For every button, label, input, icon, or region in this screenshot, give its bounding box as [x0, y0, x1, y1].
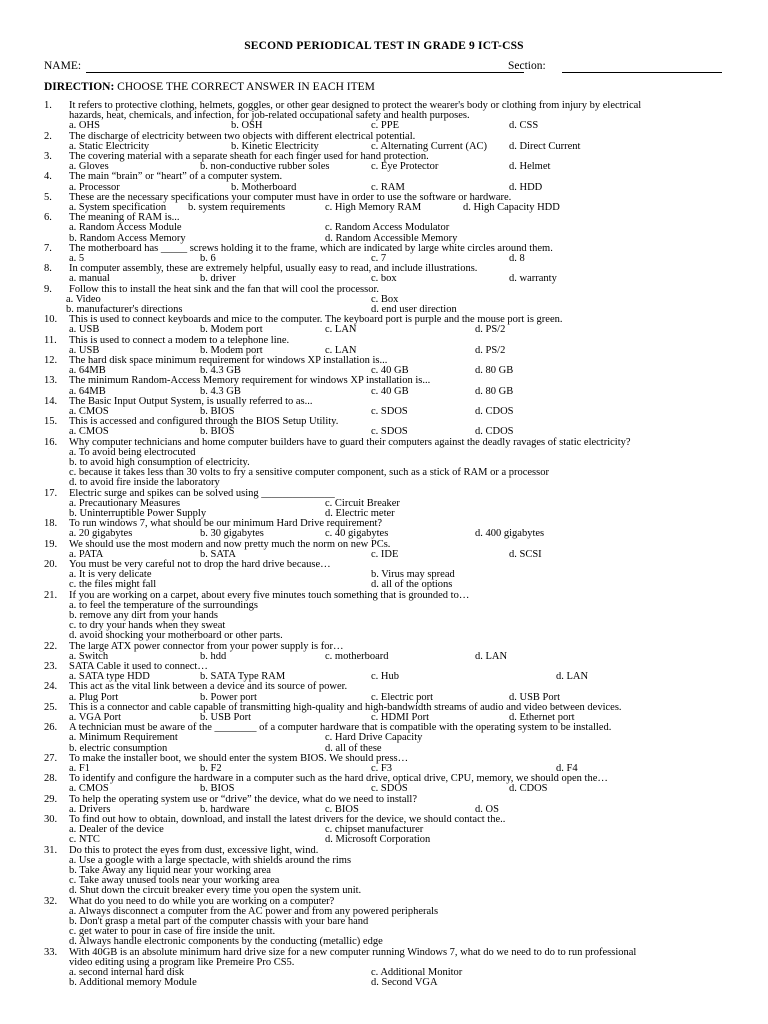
answer-option: d. Second VGA [371, 977, 438, 989]
answer-option: a. Precautionary Measures [69, 497, 181, 509]
answer-option: b. Take Away any liquid near your working area [69, 864, 271, 876]
question-number: 15. [44, 416, 58, 428]
answer-option: d. Always handle electronic components by the conducting (metallic) edge [69, 936, 383, 948]
question-number: 29. [44, 793, 58, 805]
question-text: This is accessed and configured through the BIOS Setup Utility. [69, 416, 339, 428]
answer-option: d. Shut down the circuit breaker every time you open the system unit. [69, 885, 362, 897]
answer-option: b. BIOS [200, 426, 235, 438]
answer-option: d. Direct Current [509, 140, 581, 152]
question-text: If you are working on a carpet, about every five minutes touch something that is grounded to… [69, 589, 470, 601]
answer-option: b. Motherboard [231, 181, 297, 193]
name-label: NAME: [44, 60, 82, 72]
answer-option: b. Additional memory Module [69, 977, 197, 989]
question-text: The large ATX power connector from your power supply is for… [69, 640, 344, 652]
question-text: What do you need to do while you are working on a computer? [69, 895, 335, 907]
answer-option: b. Virus may spread [371, 569, 455, 581]
answer-option: c. motherboard [325, 650, 389, 662]
answer-option: c. RAM [371, 181, 405, 193]
question-number: 26. [44, 722, 58, 734]
question-number: 30. [44, 814, 58, 825]
question-number: 28. [44, 773, 58, 785]
question-text: Why computer technicians and home computer builders have to guard their computers against the deadly ravages of static electricity? [69, 436, 631, 448]
answer-option: d. all of these [325, 742, 382, 754]
answer-option: a. USB [69, 324, 100, 336]
question-number: 4. [44, 171, 52, 183]
answer-option: d. Helmet [509, 161, 551, 173]
question-text: This act as the vital link between a device and its source of power. [69, 681, 348, 693]
answer-option: a. 5 [69, 252, 85, 264]
answer-option: a. manual [69, 273, 110, 285]
answer-option: d. Microsoft Corporation [325, 834, 431, 846]
question-text: The covering material with a separate sheath for each finger used for hand protection. [69, 151, 429, 162]
question-number: 16. [44, 436, 58, 448]
question-number: 11. [44, 334, 57, 346]
answer-option: c. Additional Monitor [371, 966, 463, 978]
answer-option: a. CMOS [69, 426, 109, 438]
answer-option: b. hardware [200, 803, 250, 815]
answer-option: b. hdd [200, 650, 227, 662]
answer-option: c. SDOS [371, 426, 408, 438]
answer-option: d. PS/2 [475, 324, 506, 336]
question-number: 5. [44, 191, 52, 203]
answer-option: b. Uninterruptible Power Supply [69, 507, 207, 519]
direction-text: CHOOSE THE CORRECT ANSWER IN EACH ITEM [117, 81, 375, 93]
answer-option: b. BIOS [200, 783, 235, 795]
question-number: 9. [44, 283, 52, 295]
question-text: Follow this to install the heat sink and the fan that will cool the processor. [69, 283, 379, 295]
name-section-row [44, 60, 734, 76]
answer-option: c. Electric port [371, 691, 434, 703]
answer-option: a. OHS [69, 120, 100, 132]
question-text: The motherboard has _____ screws holding it to the frame, which are indicated by large white circles around them. [69, 242, 553, 254]
question-text: This is a connector and cable capable of transmitting high-quality and high-bandwidth streams of audio and video between devices. [69, 701, 622, 713]
question-text: hazards, heat, chemicals, and infection, for job-related occupational safety and health purposes. [69, 110, 470, 122]
answer-option: c. SDOS [371, 783, 408, 795]
answer-option: a. F1 [69, 762, 90, 774]
direction-label: DIRECTION: [44, 81, 115, 93]
answer-option: d. HDD [509, 181, 543, 193]
answer-option: b. electric consumption [69, 742, 168, 754]
answer-option: d. 80 GB [475, 385, 514, 397]
answer-option: c. 40 GB [371, 365, 409, 377]
answer-option: c. Hub [371, 671, 399, 683]
answer-option: c. chipset manufacturer [325, 824, 424, 836]
answer-option: c. get water to pour in case of fire inside the unit. [69, 926, 276, 938]
answer-option: d. end user direction [371, 303, 457, 315]
question-text: To find out how to obtain, download, and install the latest drivers for the device, we should contact the.. [69, 814, 506, 825]
answer-option: b. Modem port [200, 344, 263, 356]
answer-option: a. to feel the temperature of the surroundings [69, 599, 258, 611]
answer-option: c. High Memory RAM [325, 201, 422, 213]
answer-option: d. LAN [475, 650, 508, 662]
question-number: 13. [44, 375, 58, 387]
question-number: 10. [44, 314, 58, 326]
question-text: A technician must be aware of the ________ of a computer hardware that is compatible with the operating system to be installed. [69, 722, 612, 734]
question-text: The hard disk space minimum requirement for windows XP installation is... [69, 355, 388, 366]
question-number: 25. [44, 701, 58, 713]
answer-option: b. USB Port [200, 711, 252, 723]
question-text: The discharge of electricity between two objects with different electrical potential. [69, 130, 416, 142]
question-text: These are the necessary specifications your computer must have in order to use the software or hardware. [69, 191, 512, 203]
answer-option: a. Plug Port [69, 691, 119, 703]
answer-option: c. HDMI Port [371, 711, 430, 723]
question-text: The meaning of RAM is... [69, 212, 180, 224]
answer-option: b. to avoid high consumption of electricity. [69, 456, 250, 468]
answer-option: c. SDOS [371, 405, 408, 417]
answer-option: c. Alternating Current (AC) [371, 140, 488, 152]
answer-option: a. CMOS [69, 783, 109, 795]
question-number: 22. [44, 640, 58, 652]
answer-option: c. Circuit Breaker [325, 497, 400, 509]
answer-option: c. because it takes less than 30 volts to fry a sensitive computer component, such as a stick of RAM or a processor [69, 467, 549, 479]
question-text: Do this to protect the eyes from dust, excessive light, wind. [69, 844, 319, 856]
question-text: This is used to connect a modem to a telephone line. [69, 334, 290, 346]
answer-option: d. all of the options [371, 579, 453, 591]
question-text: To run windows 7, what should be our minimum Hard Drive requirement? [69, 518, 383, 530]
answer-option: b. 4.3 GB [200, 385, 241, 397]
answer-option: a. System specification [69, 201, 167, 213]
answer-option: b. F2 [200, 762, 222, 774]
question-text: To identify and configure the hardware in a computer such as the hard drive, optical drive, CPU, memory, we should open the… [69, 773, 608, 785]
answer-option: b. non-conductive rubber soles [200, 161, 330, 173]
question-text: This is used to connect keyboards and mice to the computer. The keyboard port is purple and the mouse port is green. [69, 314, 563, 326]
question-number: 17. [44, 487, 58, 499]
answer-option: d. SCSI [509, 548, 542, 560]
answer-option: a. Switch [69, 650, 109, 662]
answer-option: c. F3 [371, 762, 392, 774]
answer-option: b. 30 gigabytes [200, 528, 264, 540]
question-number: 1. [44, 100, 52, 111]
answer-option: c. 40 gigabytes [325, 528, 389, 540]
answer-option: b. Kinetic Electricity [231, 140, 319, 152]
answer-option: b. remove any dirt from your hands [69, 609, 219, 621]
answer-option: d. to avoid fire inside the laboratory [69, 477, 220, 489]
answer-option: d. OS [475, 803, 499, 815]
direction [44, 81, 375, 93]
name-line [86, 72, 524, 73]
question-number: 2. [44, 130, 52, 142]
question-text: Electric surge and spikes can be solved using ______________ [69, 487, 335, 499]
answer-option: c. 7 [371, 252, 387, 264]
question-text: In computer assembly, these are extremely helpful, usually easy to read, and include illustrations. [69, 263, 478, 275]
answer-option: c. IDE [371, 548, 399, 560]
question-text: The main “brain” or “heart” of a computer system. [69, 171, 283, 183]
answer-option: a. PATA [69, 548, 104, 560]
answer-option: a. Processor [69, 181, 120, 193]
answer-option: b. Power port [200, 691, 257, 703]
answer-option: d. avoid shocking your motherboard or other parts. [69, 630, 283, 642]
question-number: 31. [44, 844, 58, 856]
answer-option: b. BIOS [200, 405, 235, 417]
answer-option: a. Random Access Module [69, 222, 182, 234]
answer-option: a. CMOS [69, 405, 109, 417]
answer-option: d. High Capacity HDD [463, 201, 560, 213]
answer-option: a. 64MB [69, 385, 106, 397]
answer-option: c. LAN [325, 324, 357, 336]
section-line [562, 72, 722, 73]
answer-option: a. Dealer of the device [69, 824, 164, 836]
question-number: 14. [44, 395, 58, 407]
question-number: 6. [44, 212, 52, 224]
answer-option: d. Electric meter [325, 507, 395, 519]
question-number: 32. [44, 895, 58, 907]
answer-option: a. Drivers [69, 803, 111, 815]
answer-option: d. CDOS [475, 405, 514, 417]
answer-option: c. BIOS [325, 803, 359, 815]
answer-option: c. Eye Protector [371, 161, 439, 173]
answer-option: a. 64MB [69, 365, 106, 377]
question-text: To help the operating system use or “drive” the device, what do we need to install? [69, 793, 417, 805]
answer-option: d. 400 gigabytes [475, 528, 545, 540]
question-number: 12. [44, 355, 58, 366]
answer-option: d. Ethernet port [509, 711, 575, 723]
answer-option: a. Gloves [69, 161, 109, 173]
answer-option: a. second internal hard disk [69, 966, 185, 978]
answer-option: c. PPE [371, 120, 400, 132]
answer-option: a. Always disconnect a computer from the AC power and from any powered peripherals [69, 905, 439, 917]
answer-option: c. the files might fall [69, 579, 157, 591]
answer-option: a. Use a google with a large spectacle, with shields around the rims [69, 854, 352, 866]
question-text: The Basic Input Output System, is usually referred to as... [69, 395, 313, 407]
answer-option: a. Video [66, 293, 101, 305]
answer-option: d. F4 [556, 762, 578, 774]
answer-option: d. LAN [556, 671, 589, 683]
answer-option: d. warranty [509, 273, 557, 285]
answer-option: d. Random Accessible Memory [325, 232, 458, 244]
question-number: 20. [44, 559, 58, 570]
question-text: It refers to protective clothing, helmets, goggles, or other gear designed to protect the wearer's body or clothing from injury by electrical [69, 100, 642, 111]
answer-option: a. USB [69, 344, 100, 356]
answer-option: a. It is very delicate [69, 569, 152, 581]
question-number: 27. [44, 752, 58, 764]
answer-option: d. 8 [509, 252, 525, 264]
answer-option: c. LAN [325, 344, 357, 356]
question-text: To make the installer boot, we should enter the system BIOS. We should press… [69, 752, 409, 764]
answer-option: b. Don't grasp a metal part of the computer chassis with your bare hand [69, 915, 369, 927]
answer-option: b. Random Access Memory [69, 232, 186, 244]
answer-option: c. Random Access Modulator [325, 222, 450, 234]
answer-option: b. driver [200, 273, 236, 285]
answer-option: d. CDOS [509, 783, 548, 795]
answer-option: b. Modem port [200, 324, 263, 336]
answer-option: b. system requirements [188, 201, 286, 213]
answer-option: b. SATA [200, 548, 236, 560]
question-text: video editing using a program like Premeire Pro CS5. [69, 956, 295, 968]
section-label: Section: [508, 60, 546, 72]
question-number: 24. [44, 681, 58, 693]
answer-option: d. USB Port [509, 691, 561, 703]
question-number: 7. [44, 242, 52, 254]
question-number: 23. [44, 661, 58, 672]
answer-option: d. CSS [509, 120, 539, 132]
question-number: 18. [44, 518, 58, 530]
answer-option: b. manufacturer's directions [66, 303, 183, 315]
question-number: 8. [44, 263, 52, 275]
question-text: We should use the most modern and now pretty much the norm on new PCs. [69, 538, 391, 550]
question-number: 3. [44, 151, 52, 162]
answer-option: d. CDOS [475, 426, 514, 438]
answer-option: c. Hard Drive Capacity [325, 732, 423, 744]
question-text: SATA Cable it used to connect… [69, 661, 208, 672]
answer-option: a. 20 gigabytes [69, 528, 133, 540]
answer-option: d. PS/2 [475, 344, 506, 356]
answer-option: c. NTC [69, 834, 100, 846]
answer-option: b. OSH [231, 120, 263, 132]
question-number: 21. [44, 589, 58, 601]
answer-option: b. 4.3 GB [200, 365, 241, 377]
answer-option: a. Static Electricity [69, 140, 150, 152]
answer-option: d. 80 GB [475, 365, 514, 377]
answer-option: c. to dry your hands when they sweat [69, 620, 226, 632]
answer-option: c. box [371, 273, 397, 285]
question-number: 33. [44, 946, 58, 958]
answer-option: b. SATA Type RAM [200, 671, 286, 683]
answer-option: a. Minimum Requirement [69, 732, 178, 744]
answer-option: a. To avoid being electrocuted [69, 446, 196, 458]
answer-option: c. Take away unused tools near your working area [69, 875, 280, 887]
page-title: SECOND PERIODICAL TEST IN GRADE 9 ICT-CSS [244, 40, 524, 52]
answer-option: c. Box [371, 293, 399, 305]
question-number: 19. [44, 538, 58, 550]
question-text: With 40GB is an absolute minimum hard drive size for a new computer running Windows 7, what do we need to do to run professional [69, 946, 637, 958]
answer-option: a. VGA Port [69, 711, 122, 723]
answer-option: c. 40 GB [371, 385, 409, 397]
question-text: The minimum Random-Access Memory requirement for windows XP installation is... [69, 375, 431, 387]
question-text: You must be very careful not to drop the hard drive because… [69, 559, 331, 570]
answer-option: a. SATA type HDD [69, 671, 150, 683]
answer-option: b. 6 [200, 252, 216, 264]
